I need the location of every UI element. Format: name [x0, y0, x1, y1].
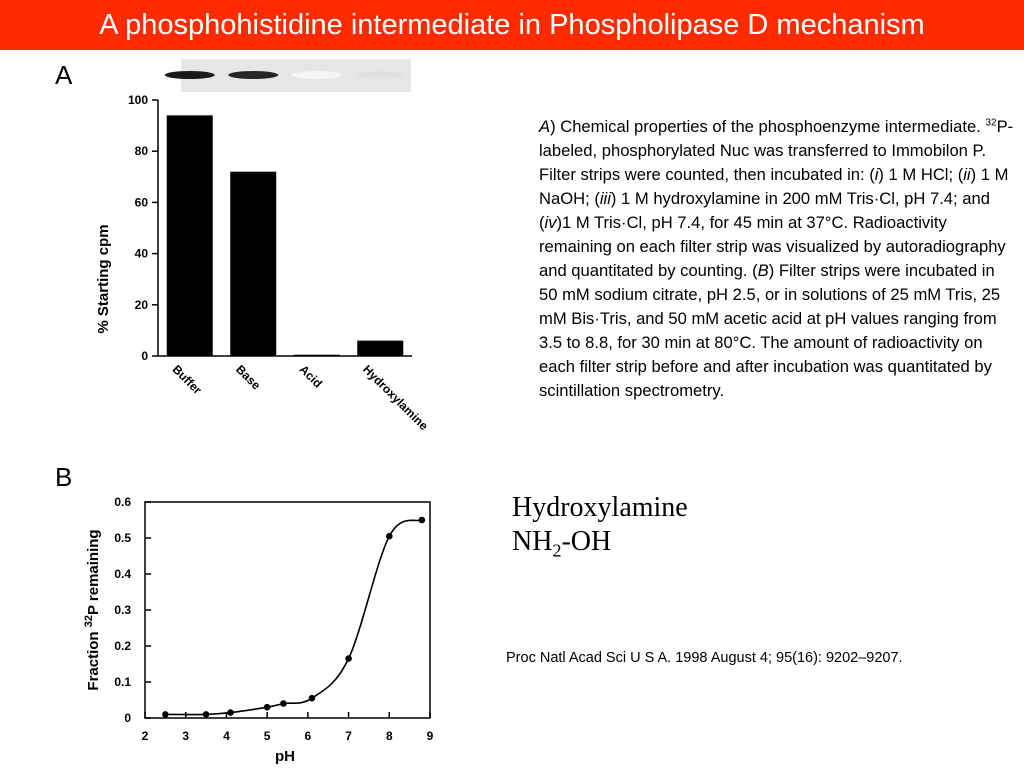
chart-a-y-tick-label: 60 — [134, 195, 148, 210]
chart-a-category-label: Buffer — [169, 362, 205, 398]
chart-b-data-point — [309, 695, 316, 702]
figure-caption — [539, 115, 1017, 403]
chart-b-x-axis-label: pH — [275, 748, 295, 765]
hydroxylamine-formula — [512, 525, 688, 559]
chart-b-data-point — [419, 517, 426, 524]
chart-a-bar — [230, 172, 276, 356]
chart-b-x-ticks — [142, 712, 434, 743]
line-chart-panel-b — [0, 480, 500, 768]
caption-letter-b: B — [757, 261, 769, 280]
chart-b-points — [162, 517, 425, 718]
gel-strip — [165, 59, 411, 92]
hydroxylamine-name: Hydroxylamine — [512, 492, 688, 523]
gel-band — [165, 71, 215, 79]
caption-sup: 32 — [985, 117, 997, 129]
chart-b-x-tick-label: 4 — [223, 729, 230, 743]
chart-a-y-axis-label: % Starting cpm — [95, 224, 112, 334]
chart-b-x-tick-label: 3 — [182, 729, 190, 743]
formula-oh: -OH — [561, 526, 612, 557]
chart-b-data-point — [345, 655, 352, 662]
chart-a-bar — [167, 115, 213, 356]
caption-roman-iv: iv — [544, 213, 557, 232]
chart-b-y-label-pre: Fraction — [85, 627, 102, 691]
chart-b-data-point — [203, 711, 210, 718]
chart-a-y-tick-label: 20 — [134, 297, 148, 312]
caption-seg5: ) 1 M hydroxylamine in 200 mM Tris·Cl, pH 7.4; and ( — [539, 189, 990, 232]
panel-a-label: A — [55, 60, 73, 90]
chart-b-data-point — [386, 533, 393, 540]
chart-a-y-ticks — [128, 93, 158, 363]
chart-b-y-label-sup: 32 — [83, 615, 95, 628]
caption-seg3: ) 1 M HCl; ( — [878, 165, 964, 184]
chart-b-y-tick-label: 0 — [124, 711, 131, 725]
chart-b-data-point — [280, 700, 287, 707]
chart-a-y-tick-label: 100 — [127, 93, 148, 107]
chart-b-y-tick-label: 0.6 — [114, 495, 131, 509]
chart-b-y-label-post: P remaining — [85, 529, 102, 615]
chart-b-series-line — [165, 520, 422, 715]
caption-seg1: ) Chemical properties of the phosphoenzyme intermediate. — [550, 117, 986, 136]
caption-seg4: ) 1 M NaOH; ( — [539, 165, 1009, 208]
chart-b-x-tick-label: 2 — [141, 729, 149, 743]
citation: Proc Natl Acad Sci U S A. 1998 August 4; 95(16): 9202–9207. — [506, 650, 903, 666]
chart-b-y-tick-label: 0.3 — [114, 603, 131, 617]
chart-a-bar — [294, 355, 340, 357]
chart-b-curve — [165, 520, 422, 715]
chart-b-x-tick-label: 5 — [263, 729, 271, 743]
chart-a-category-label: Base — [233, 362, 264, 393]
slide-title: A phosphohistidine intermediate in Phospholipase D mechanism — [99, 9, 925, 41]
caption-seg7: ) Filter strips were incubated in 50 mM sodium citrate, pH 2.5, or in solutions of 25 mM Tris, 25 mM Bis·Tris, and 50 mM acetic acid at pH values ranging from 3.5 to 8.8, for 30 min at 80°C. The amount of radioactivity on each filter strip before and after incubation was quantitated by scintillation spectrometry. — [539, 261, 1001, 400]
chart-b-x-tick-label: 7 — [345, 729, 352, 743]
chart-a-y-tick-label: 40 — [134, 246, 148, 261]
caption-roman-iii: iii — [599, 189, 611, 208]
chart-b-data-point — [264, 704, 271, 711]
caption-letter-a: A — [539, 117, 551, 136]
hydroxylamine-block — [512, 491, 688, 559]
gel-band — [228, 71, 278, 79]
panel-b-label: B — [55, 462, 73, 492]
chart-a-category-label: Acid — [296, 362, 325, 391]
caption-seg2: P-labeled, phosphorylated Nuc was transferred to Immobilon P. Filter strips were counted, then incubated in: ( — [539, 117, 1014, 184]
caption-roman-ii: ii — [963, 165, 971, 184]
bar-chart-panel-a — [0, 50, 500, 450]
formula-nh: NH — [512, 526, 553, 557]
chart-b-y-tick-label: 0.4 — [114, 567, 131, 581]
chart-b-y-axis-label — [83, 529, 102, 690]
chart-a-y-tick-label: 80 — [134, 144, 148, 159]
chart-b-y-tick-label: 0.2 — [114, 639, 131, 653]
chart-b-data-point — [162, 711, 169, 718]
chart-b-y-tick-label: 0.5 — [114, 531, 131, 545]
chart-a-bars — [167, 115, 404, 356]
chart-b-data-point — [227, 709, 234, 716]
gel-band — [292, 71, 342, 79]
chart-a-bar — [357, 341, 403, 356]
gel-band — [355, 71, 405, 79]
caption-seg6: )1 M Tris·Cl, pH 7.4, for 45 min at 37°C. Radioactivity remaining on each filter strip was visualized by autoradiography and quantitated by counting. ( — [539, 213, 1006, 280]
chart-a-y-tick-label: 0 — [141, 349, 148, 363]
chart-b-x-tick-label: 8 — [385, 729, 393, 743]
chart-a-category-label: Hydroxylamine — [360, 362, 431, 433]
caption-roman-i: i — [874, 165, 879, 184]
chart-a-categories — [170, 362, 431, 433]
formula-subscript: 2 — [552, 540, 562, 561]
chart-b-y-tick-label: 0.1 — [114, 675, 131, 689]
chart-b-x-tick-label: 9 — [426, 729, 434, 743]
chart-b-x-tick-label: 6 — [304, 729, 312, 743]
